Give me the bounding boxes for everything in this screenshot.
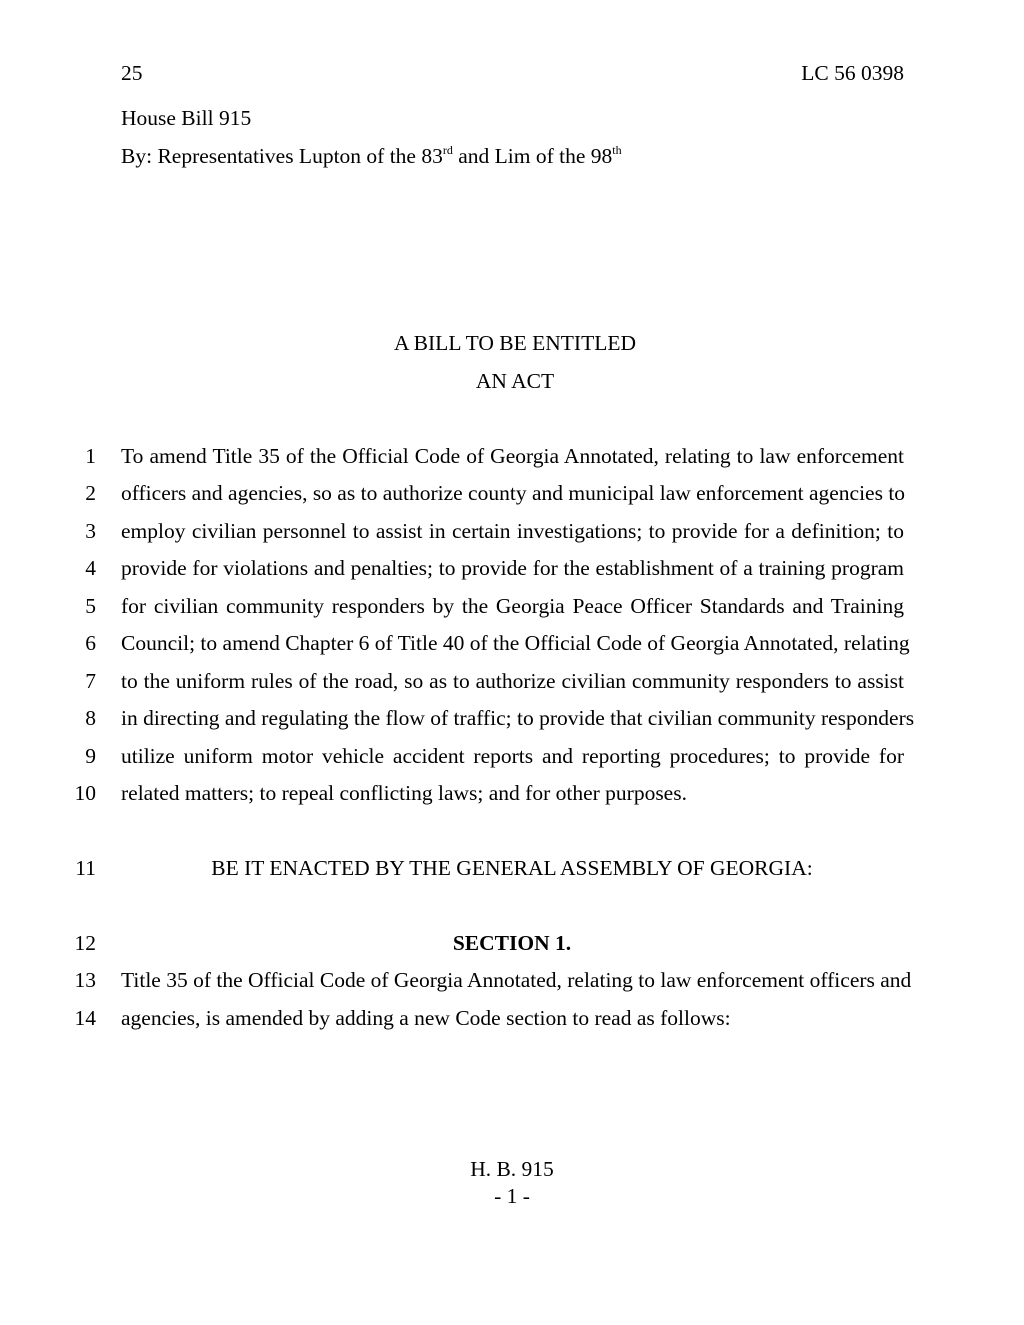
sponsors-superscript-2: th: [612, 142, 622, 157]
enacting-clause: BE IT ENACTED BY THE GENERAL ASSEMBLY OF GEORGIA:: [211, 856, 813, 880]
bill-title-line2: AN ACT: [475, 369, 555, 393]
body-line: utilize uniform motor vehicle accident reports and reporting procedures; to provide for: [121, 744, 904, 768]
sponsors-prefix: By: Representatives Lupton of the 83: [121, 144, 443, 168]
line-number: 13: [74, 968, 96, 992]
line-number: 6: [85, 631, 96, 655]
line-number: 2: [85, 481, 96, 505]
sponsors-superscript-1: rd: [442, 142, 453, 157]
body-line: related matters; to repeal conflicting laws; and for other purposes.: [121, 781, 687, 805]
line-number: 5: [85, 594, 96, 618]
body-line: in directing and regulating the flow of traffic; to provide that civilian community responders: [121, 706, 915, 730]
sponsors-middle: and Lim of the 98: [452, 144, 613, 168]
line-number: 8: [85, 706, 96, 730]
line-number: 11: [75, 856, 96, 880]
body-line: employ civilian personnel to assist in certain investigations; to provide for a definition; to: [121, 519, 904, 543]
session-number: 25: [121, 61, 143, 85]
body-line: To amend Title 35 of the Official Code of Georgia Annotated, relating to law enforcement: [121, 444, 904, 468]
body-line: agencies, is amended by adding a new Code section to read as follows:: [121, 1006, 731, 1030]
body-line: Title 35 of the Official Code of Georgia Annotated, relating to law enforcement officers and: [121, 968, 912, 992]
line-number: 10: [74, 781, 96, 805]
body-line: Council; to amend Chapter 6 of Title 40 of the Official Code of Georgia Annotated, relating: [121, 631, 910, 655]
section-heading: SECTION 1.: [452, 931, 572, 955]
footer-bill-ref: H. B. 915: [470, 1157, 554, 1181]
line-number: 4: [85, 556, 96, 580]
line-number: 14: [74, 1006, 96, 1030]
bill-title-line1: A BILL TO BE ENTITLED: [393, 331, 637, 355]
line-number: 9: [85, 744, 96, 768]
body-line: provide for violations and penalties; to provide for the establishment of a training program: [121, 556, 904, 580]
sponsors-line: [121, 142, 622, 168]
body-line: officers and agencies, so as to authorize county and municipal law enforcement agencies to: [121, 481, 906, 505]
line-number: 3: [85, 519, 96, 543]
body-line: for civilian community responders by the Georgia Peace Officer Standards and Training: [121, 594, 904, 618]
lc-number: LC 56 0398: [801, 61, 904, 85]
footer-page-number: - 1 -: [494, 1184, 530, 1208]
line-number: 12: [74, 931, 96, 955]
body-line: to the uniform rules of the road, so as to authorize civilian community responders to assist: [121, 669, 904, 693]
line-number: 1: [85, 444, 96, 468]
line-number: 7: [85, 669, 96, 693]
bill-label: House Bill 915: [121, 106, 252, 130]
